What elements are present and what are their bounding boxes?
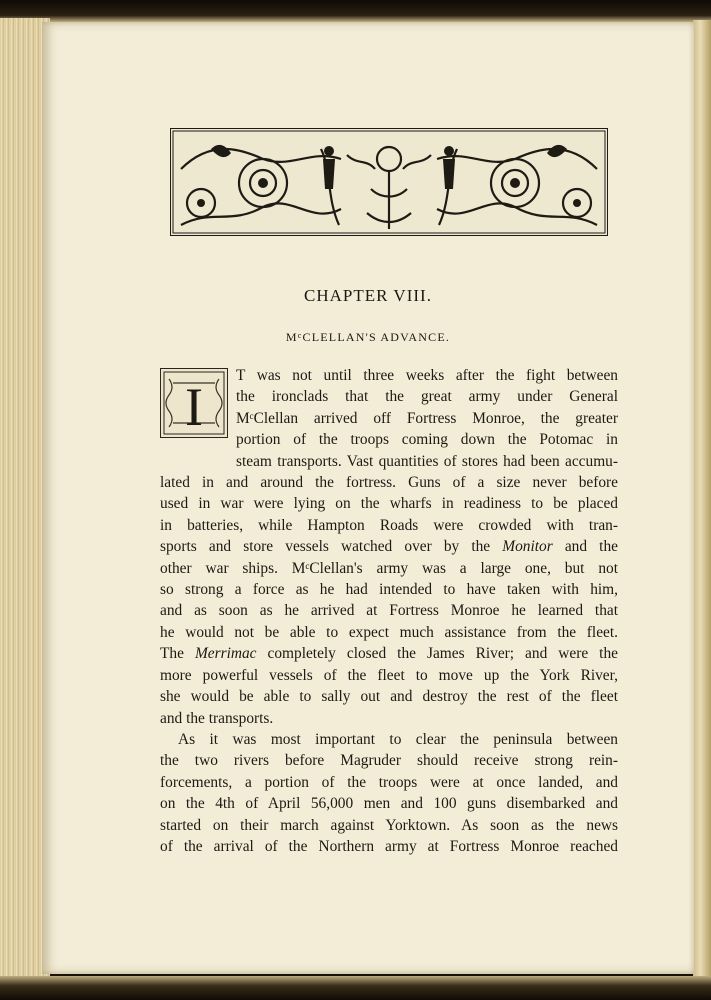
text-line: steam transports. Vast quantities of stores had been accumu-	[236, 452, 618, 470]
text-line: lated in and around the fortress. Guns of a size never before	[160, 474, 618, 492]
text-line: started on their march against Yorktown. As soon as the news	[160, 816, 618, 834]
text-segment: The	[160, 645, 184, 663]
text-segment: completely closed the James River; and were the	[267, 645, 618, 663]
text-line: As it was most important to clear the peninsula between	[178, 730, 618, 748]
chapter-subtitle-rest: CLELLAN'S ADVANCE.	[302, 330, 451, 344]
text-segment: sports and store vessels watched over by the	[160, 538, 491, 556]
text-line: so strong a force as he had intended to have taken with him,	[160, 581, 618, 599]
chapter-subtitle-prefix: M	[285, 330, 298, 344]
text-line: and as soon as he arrived at Fortress Monroe he learned that	[160, 602, 618, 620]
text-line: T was not until three weeks after the fight between	[236, 367, 618, 384]
decorative-headpiece	[170, 128, 608, 236]
text-line: the two rivers before Magruder should receive strong rein-	[160, 752, 618, 770]
text-line: the ironclads that the great army under General	[236, 388, 618, 406]
paragraph-1	[160, 365, 618, 729]
text-segment: and the	[564, 538, 618, 556]
ship-name-merrimac: Merrimac	[194, 645, 257, 663]
text-line: on the 4th of April 56,000 men and 100 guns disembarked and	[160, 795, 618, 813]
text-line: portion of the troops coming down the Potomac in	[236, 431, 618, 449]
book-page	[42, 22, 694, 974]
text-line: forcements, a portion of the troops were at once landed, and	[160, 773, 618, 791]
ship-name-monitor: Monitor	[502, 538, 553, 556]
text-line: MᶜClellan arrived off Fortress Monroe, the greater	[236, 409, 618, 427]
text-line: other war ships. MᶜClellan's army was a large one, but not	[160, 559, 618, 577]
text-line: more powerful vessels of the fleet to move up the York River,	[160, 666, 618, 684]
chapter-subtitle	[42, 330, 694, 345]
headpiece-ornament-graphic	[171, 129, 607, 235]
text-line	[160, 536, 618, 557]
text-line: of the arrival of the Northern army at Fortress Monroe reached	[160, 837, 618, 855]
text-line: she would be able to sally out and destroy the rest of the fleet	[160, 688, 618, 706]
book-bottom-edge	[0, 976, 711, 1000]
text-line: he would not be able to expect much assistance from the fleet.	[160, 623, 618, 641]
book-top-edge	[0, 0, 711, 22]
chapter-title: CHAPTER VIII.	[304, 286, 432, 305]
text-line	[160, 643, 618, 664]
chapter-body-text	[160, 365, 618, 857]
chapter-subtitle-superscript: c	[297, 331, 303, 340]
text-line: and the transports.	[160, 709, 274, 727]
text-line: used in war were lying on the wharfs in readiness to be placed	[160, 495, 618, 513]
text-line: in batteries, while Hampton Roads were crowded with tran-	[160, 516, 618, 534]
drop-cap-letter: I	[185, 377, 203, 437]
paragraph-2	[160, 729, 618, 857]
book-page-edges-right	[693, 20, 711, 980]
